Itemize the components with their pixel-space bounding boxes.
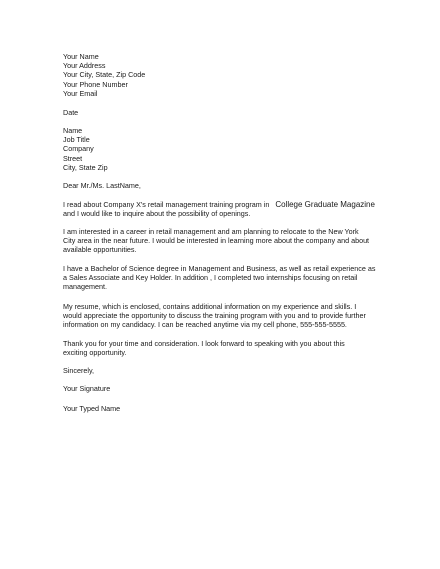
recipient-name: Name: [63, 126, 83, 135]
paragraph-2-line-3: available opportunities.: [63, 245, 137, 255]
date-block: [63, 108, 381, 117]
typed-name: Your Typed Name: [63, 404, 121, 413]
recipient-city-state-zip: City, State Zip: [63, 162, 108, 172]
closing: Sincerely,: [63, 366, 95, 375]
paragraph-1-line-1-text: I read about Company X's retail management training program in: [63, 200, 270, 209]
recipient-job-title: Job Title: [63, 135, 90, 145]
paragraph-3: [63, 264, 381, 292]
salutation-block: [63, 181, 381, 190]
sender-address: Your Address: [63, 61, 106, 71]
paragraph-3-line-3: management.: [63, 282, 107, 292]
paragraph-2: [63, 227, 381, 255]
publication-name: College Graduate Magazine: [275, 200, 375, 209]
sender-block: [63, 52, 381, 98]
sender-phone: Your Phone Number: [63, 79, 128, 89]
paragraph-5: [63, 339, 381, 357]
recipient-company: Company: [63, 144, 94, 154]
paragraph-2-line-1: I am interested in a career in retail management and am planning to relocate to the New York: [63, 227, 359, 236]
sender-name: Your Name: [63, 52, 99, 61]
sender-email: Your Email: [63, 88, 98, 98]
letter-date: Date: [63, 108, 79, 117]
recipient-block: [63, 126, 381, 172]
paragraph-1: [63, 200, 381, 218]
paragraph-4: [63, 302, 381, 330]
paragraph-4-line-3: information on my candidacy. I can be reached anytime via my cell phone, 555-555-5555.: [63, 320, 347, 330]
closing-block: [63, 366, 381, 375]
paragraph-3-line-1: I have a Bachelor of Science degree in Management and Business, as well as retail experience as: [63, 264, 376, 273]
paragraph-2-line-2: City area in the near future. I would be interested in learning more about the company and about: [63, 236, 370, 246]
paragraph-1-line-1: [63, 200, 381, 209]
paragraph-4-line-2: would appreciate the opportunity to discuss the training program with you and to provide further: [63, 311, 366, 321]
paragraph-5-line-2: exciting opportunity.: [63, 348, 127, 358]
paragraph-3-line-2: a Sales Associate and Key Holder. In addition , I completed two internships focusing on retail: [63, 273, 358, 283]
salutation: Dear Mr./Ms. LastName,: [63, 181, 141, 190]
recipient-street: Street: [63, 153, 83, 163]
signature: Your Signature: [63, 384, 111, 393]
sender-city-state-zip: Your City, State, Zip Code: [63, 70, 146, 80]
typed-name-block: [63, 404, 381, 413]
signature-block: [63, 384, 381, 393]
paragraph-1-line-2: and I would like to inquire about the possibility of openings.: [63, 209, 251, 219]
paragraph-5-line-1: Thank you for your time and consideration. I look forward to speaking with you about this: [63, 339, 345, 348]
paragraph-4-line-1: My resume, which is enclosed, contains additional information on my experience and skills. I: [63, 302, 357, 311]
